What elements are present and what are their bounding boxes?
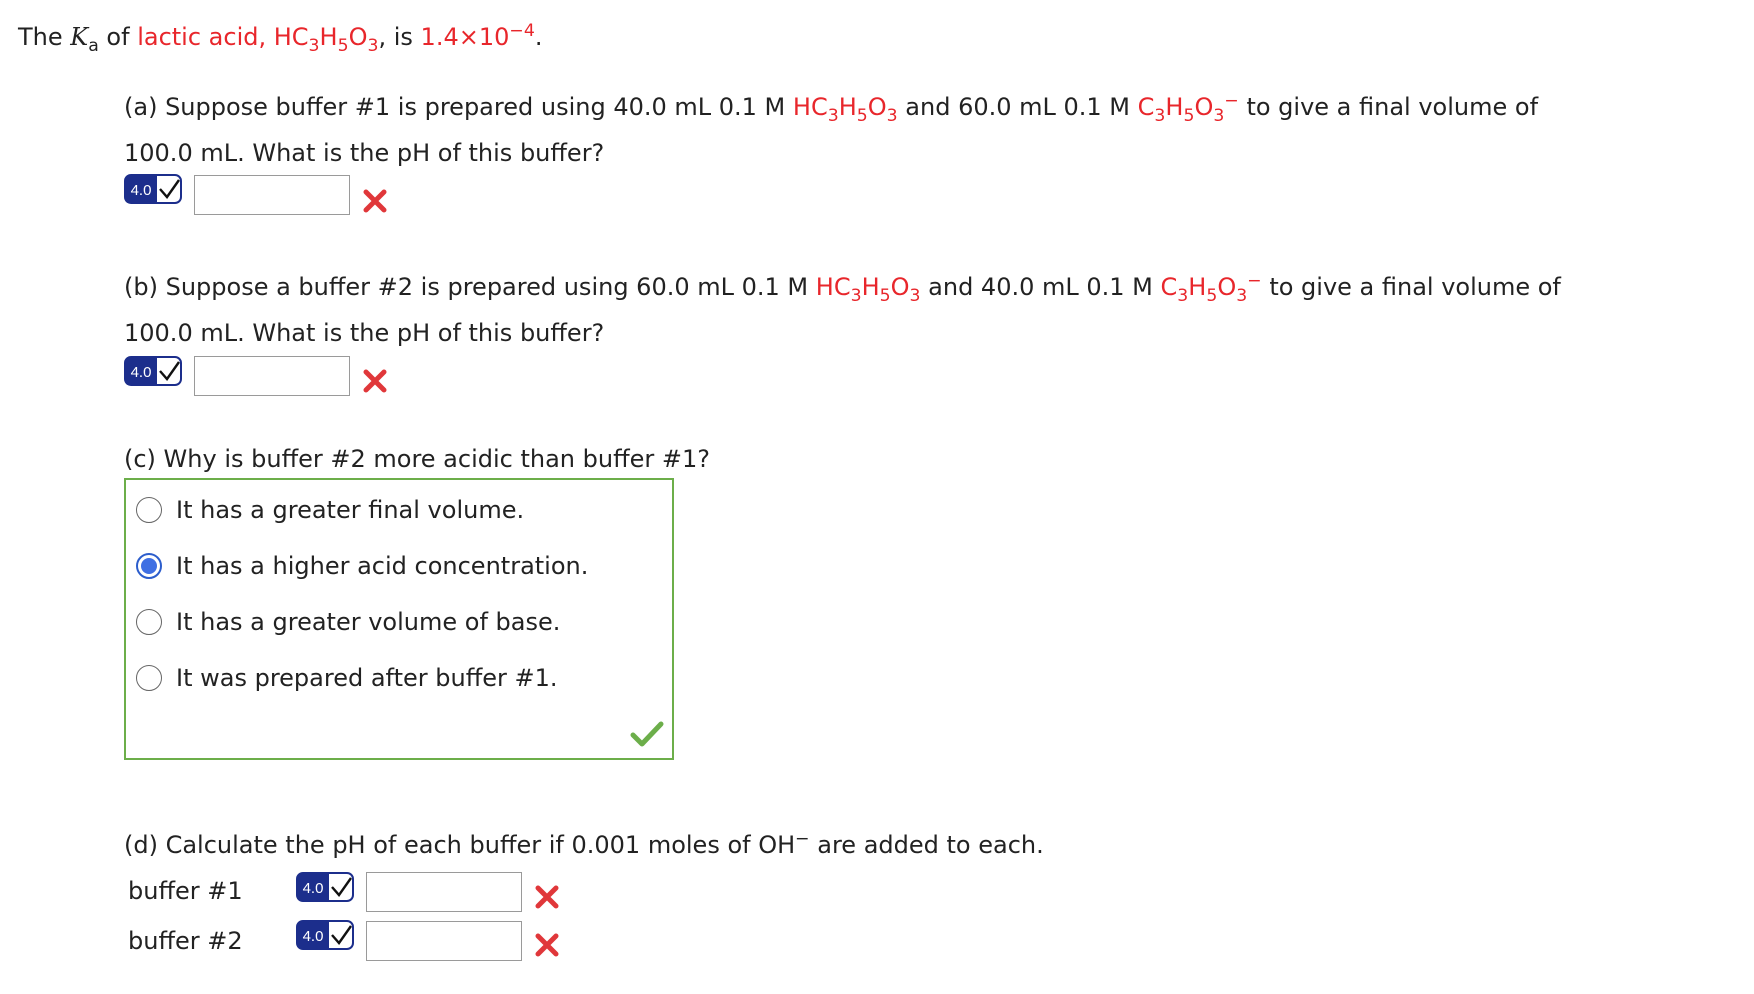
part-d-question: (d) Calculate the pH of each buffer if 0.001 moles of OH− are added to each. [124,828,1044,859]
x-mark-icon [534,884,560,910]
svg-text:4.0: 4.0 [130,364,152,381]
buffer-1-ph-input[interactable] [366,872,522,912]
check-mark-icon [630,720,664,748]
part-b-base-formula: $C_3H_5O_3^-$ [1160,270,1262,306]
calculator-tool-icon[interactable] [296,872,354,902]
svg-text:4.0: 4.0 [302,880,324,897]
part-a-question-line1: (a) Suppose buffer #1 is prepared using 40.0 mL 0.1 M $HC_3H_5O_3$ and 60.0 mL 0.1 M $C_3H_5O_3^-$ to give a final volume of [124,90,1539,126]
part-c-question: (c) Why is buffer #2 more acidic than buffer #1? [124,445,710,473]
acid-name: lactic acid, [137,23,274,51]
buffer-2-label: buffer #2 [128,927,243,955]
part-b-acid-formula: $HC_3H_5O_3$ [815,273,921,306]
part-a-acid-formula: $HC_3H_5O_3$ [792,93,898,126]
ka-value: $1.4\times 10^{-4}$ [420,20,535,51]
part-b-question-line1: (b) Suppose a buffer #2 is prepared using 60.0 mL 0.1 M $HC_3H_5O_3$ and 40.0 mL 0.1 M $C_3H_5O_3^-$ to give a final volume of [124,270,1561,306]
calculator-tool-icon[interactable] [296,920,354,950]
ka-symbol: K [70,23,89,51]
buffer-2-ph-input[interactable] [366,921,522,961]
x-mark-icon [362,368,388,394]
x-mark-icon [534,932,560,958]
acid-formula: $HC_3H_5O_3$ [273,23,379,56]
choice-option-3[interactable]: It has a greater volume of base. [136,606,560,638]
x-mark-icon [362,188,388,214]
svg-text:4.0: 4.0 [302,928,324,945]
part-a-question-line2: 100.0 mL. What is the pH of this buffer? [124,139,605,167]
calculator-tool-icon[interactable] [124,356,182,386]
buffer-1-label: buffer #1 [128,877,243,905]
choice-option-1[interactable]: It has a greater final volume. [136,494,524,526]
calculator-tool-icon[interactable] [124,174,182,204]
part-a-base-formula: $C_3H_5O_3^-$ [1137,90,1239,126]
part-b-ph-input[interactable] [194,356,350,396]
intro-text: The $K_a$ of lactic acid, $HC_3H_5O_3$, is $1.4\times 10^{-4}$. [18,20,543,56]
radio-button[interactable] [136,497,162,523]
choice-option-4[interactable]: It was prepared after buffer #1. [136,662,558,694]
part-b-question-line2: 100.0 mL. What is the pH of this buffer? [124,319,605,347]
svg-text:4.0: 4.0 [130,182,152,199]
part-a-ph-input[interactable] [194,175,350,215]
part-c-choice-box [124,478,674,760]
radio-button[interactable] [136,665,162,691]
radio-button-selected[interactable] [136,553,162,579]
radio-button[interactable] [136,609,162,635]
choice-option-2[interactable]: It has a higher acid concentration. [136,550,588,582]
